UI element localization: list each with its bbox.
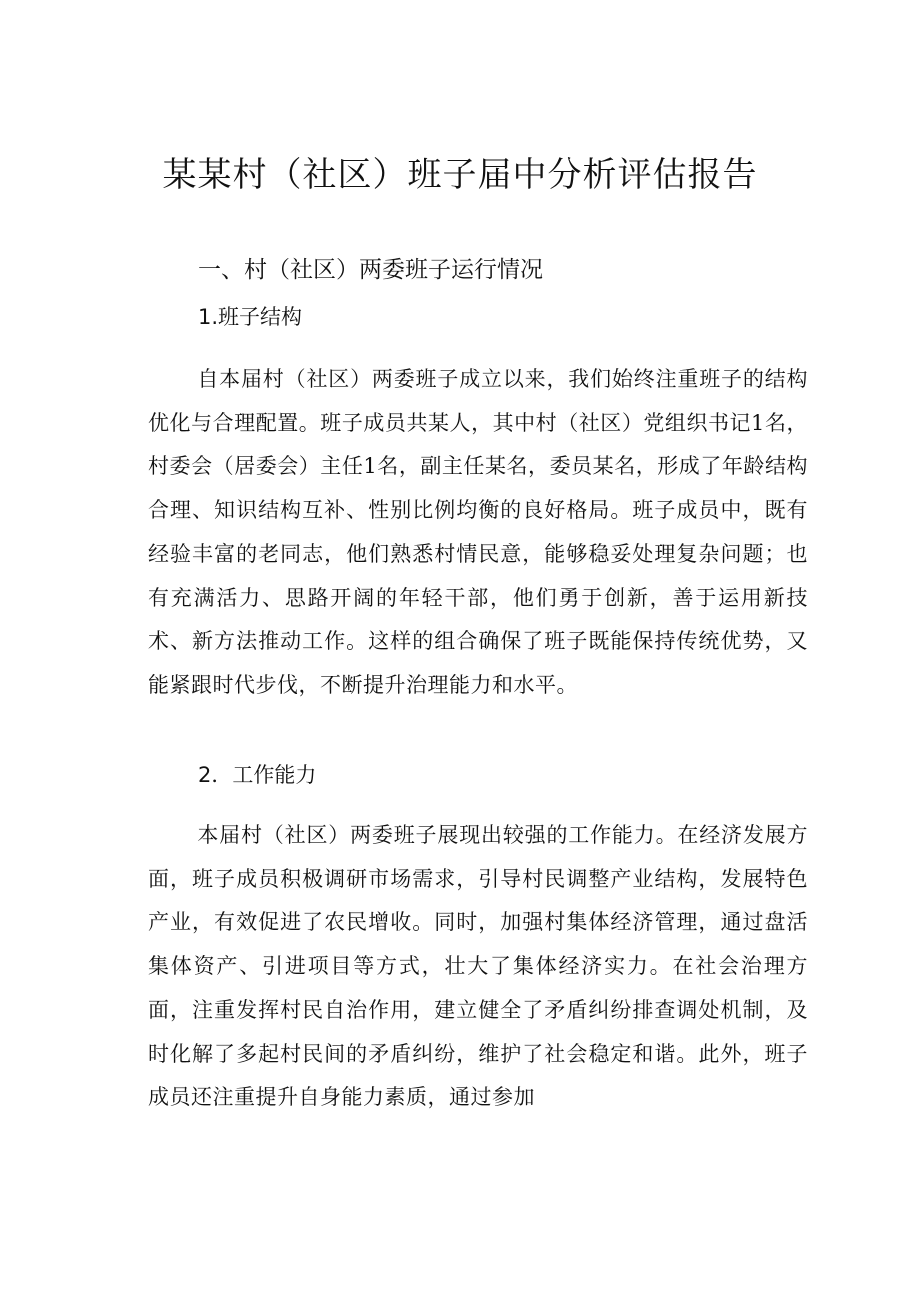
section-heading: 一、村（社区）两委班子运行情况 bbox=[198, 257, 543, 283]
paragraph-structure: 自本届村（社区）两委班子成立以来，我们始终注重班子的结构优化与合理配置。班子成员共某人，其中村（社区）党组织书记1名，村委会（居委会）主任1名，副主任某名，委员某名，形成了年龄结构合理、知识结构互补、性别比例均衡的良好格局。班子成员中，既有经验丰富的老同志，他们熟悉村情民意，能够稳妥处理复杂问题；也有充满活力、思路开阔的年轻干部，他们勇于创新，善于运用新技术、新方法推动工作。这样的组合确保了班子既能保持传统优势，又能紧跟时代步伐，不断提升治理能力和水平。 bbox=[148, 367, 808, 697]
subsection-heading-structure: 1.班子结构 bbox=[198, 305, 303, 329]
document-title: 某某村（社区）班子届中分析评估报告 bbox=[162, 155, 758, 195]
subsection-heading-ability: 2．工作能力 bbox=[198, 763, 317, 787]
paragraph-ability: 本届村（社区）两委班子展现出较强的工作能力。在经济发展方面，班子成员积极调研市场需求，引导村民调整产业结构，发展特色产业，有效促进了农民增收。同时，加强村集体经济管理，通过盘活集体资产、引进项目等方式，壮大了集体经济实力。在社会治理方面，注重发挥村民自治作用，建立健全了矛盾纠纷排查调处机制，及时化解了多起村民间的矛盾纠纷，维护了社会稳定和谐。此外，班子成员还注重提升自身能力素质，通过参加 bbox=[148, 823, 808, 1110]
